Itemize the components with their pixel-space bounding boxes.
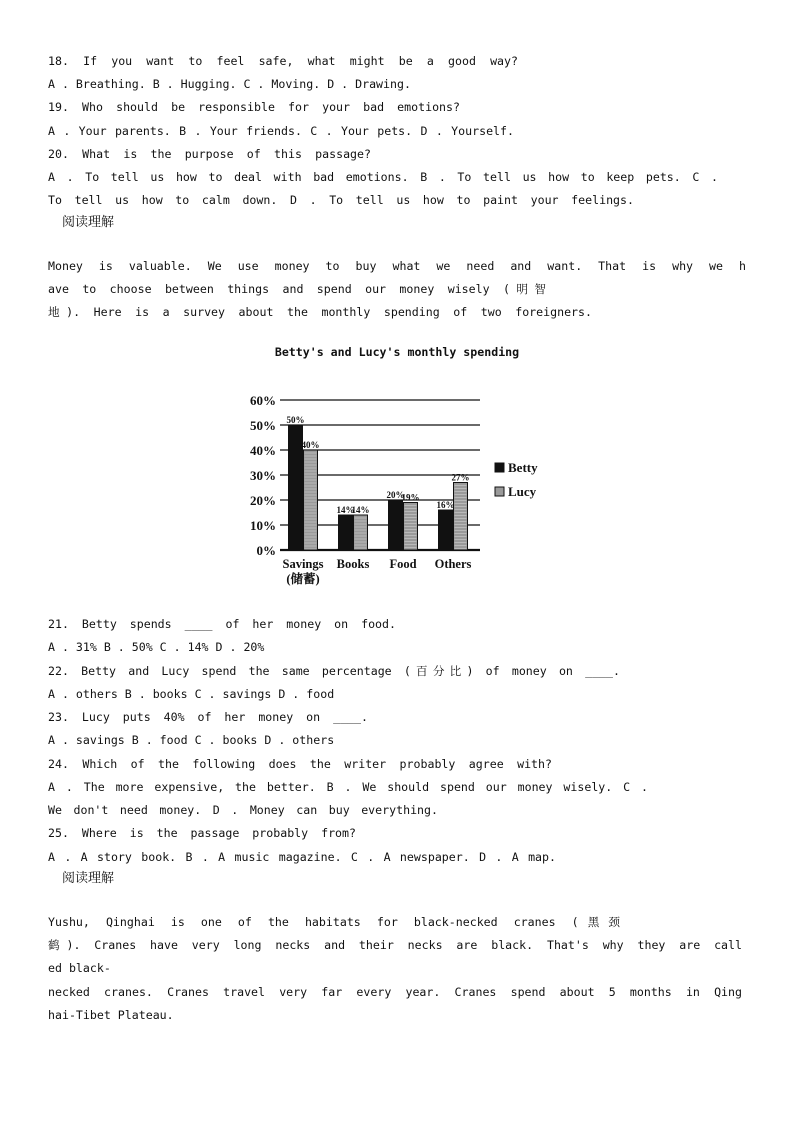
bar-betty bbox=[339, 515, 353, 550]
question-options: A . Breathing. B . Hugging. C . Moving. D . Drawing. bbox=[48, 77, 411, 91]
passage-line: necked cranes. Cranes travel very far every year. Cranes spend about 5 months in Qing bbox=[48, 985, 742, 999]
legend-swatch-lucy bbox=[495, 487, 504, 496]
bar-betty bbox=[389, 500, 403, 550]
passage-line: ave to choose between things and spend our money wisely (明智 bbox=[48, 282, 546, 296]
x-tick-label: Savings bbox=[282, 557, 324, 571]
data-label: 27% bbox=[451, 472, 470, 483]
question-options: A . Your parents. B . Your friends. C . Your pets. D . Yourself. bbox=[48, 124, 514, 138]
spending-bar-chart bbox=[240, 388, 560, 588]
question-text: 22. Betty and Lucy spend the same percentage (百分比) of money on ____. bbox=[48, 664, 620, 678]
x-tick-label: Food bbox=[389, 557, 417, 571]
question-options: We don't need money. D . Money can buy everything. bbox=[48, 803, 438, 817]
question-options: To tell us how to calm down. D . To tell us how to paint your feelings. bbox=[48, 193, 634, 207]
legend-swatch-betty bbox=[495, 463, 504, 472]
data-label: 20% bbox=[386, 490, 405, 500]
passage-line: hai-Tibet Plateau. bbox=[48, 1008, 174, 1022]
question-text: 19. Who should be responsible for your bad emotions? bbox=[48, 100, 460, 114]
question-text: 18. If you want to feel safe, what might be a good way? bbox=[48, 54, 518, 68]
passage-line: 鹤). Cranes have very long necks and their necks are black. That's why they are call bbox=[48, 938, 742, 952]
question-text: 20. What is the purpose of this passage? bbox=[48, 147, 371, 161]
question-text: 25. Where is the passage probably from? bbox=[48, 826, 356, 840]
y-tick-label: 40% bbox=[250, 443, 276, 458]
question-text: 23. Lucy puts 40% of her money on ____. bbox=[48, 710, 368, 724]
y-tick-label: 50% bbox=[250, 418, 276, 433]
passage-line: Yushu, Qinghai is one of the habitats for black-necked cranes (黑颈 bbox=[48, 915, 620, 929]
passage-line: ed black- bbox=[48, 961, 111, 975]
section-heading: 阅读理解 bbox=[62, 215, 115, 230]
legend-label-lucy: Lucy bbox=[508, 484, 537, 499]
question-text: 21. Betty spends ____ of her money on food. bbox=[48, 617, 396, 631]
question-text: 24. Which of the following does the writer probably agree with? bbox=[48, 757, 552, 771]
bar-betty bbox=[289, 425, 303, 550]
question-options: A . To tell us how to deal with bad emotions. B . To tell us how to keep pets. C . bbox=[48, 170, 718, 184]
data-label: 50% bbox=[286, 415, 305, 425]
question-options: A . others B . books C . savings D . food bbox=[48, 687, 335, 701]
bar-lucy bbox=[454, 483, 468, 551]
x-tick-label: Books bbox=[336, 557, 370, 571]
bar-betty bbox=[439, 510, 453, 550]
y-tick-label: 20% bbox=[250, 493, 276, 508]
data-label: 16% bbox=[436, 500, 455, 510]
passage-line: Money is valuable. We use money to buy what we need and want. That is why we h bbox=[48, 259, 746, 273]
question-options: A . A story book. B . A music magazine. C . A newspaper. D . A map. bbox=[48, 850, 556, 864]
y-tick-label: 10% bbox=[250, 518, 276, 533]
question-options: A . The more expensive, the better. B . We should spend our money wisely. C . bbox=[48, 780, 648, 794]
data-label: 14% bbox=[336, 505, 355, 515]
x-tick-sublabel: (储蓄) bbox=[286, 572, 320, 586]
x-tick-label: Others bbox=[434, 557, 472, 571]
chart-title: Betty's and Lucy's monthly spending bbox=[274, 345, 520, 359]
question-options: A . 31% B . 50% C . 14% D . 20% bbox=[48, 640, 265, 654]
legend-label-betty: Betty bbox=[508, 460, 538, 475]
data-label: 40% bbox=[301, 440, 320, 450]
y-tick-label: 0% bbox=[256, 543, 276, 558]
section-heading: 阅读理解 bbox=[62, 871, 115, 886]
data-label: 19% bbox=[401, 492, 420, 503]
y-tick-label: 30% bbox=[250, 468, 276, 483]
passage-line: 地). Here is a survey about the monthly spending of two foreigners. bbox=[48, 305, 592, 319]
question-options: A . savings B . food C . books D . others bbox=[48, 733, 335, 747]
y-tick-label: 60% bbox=[250, 393, 276, 408]
data-label: 14% bbox=[351, 505, 370, 515]
